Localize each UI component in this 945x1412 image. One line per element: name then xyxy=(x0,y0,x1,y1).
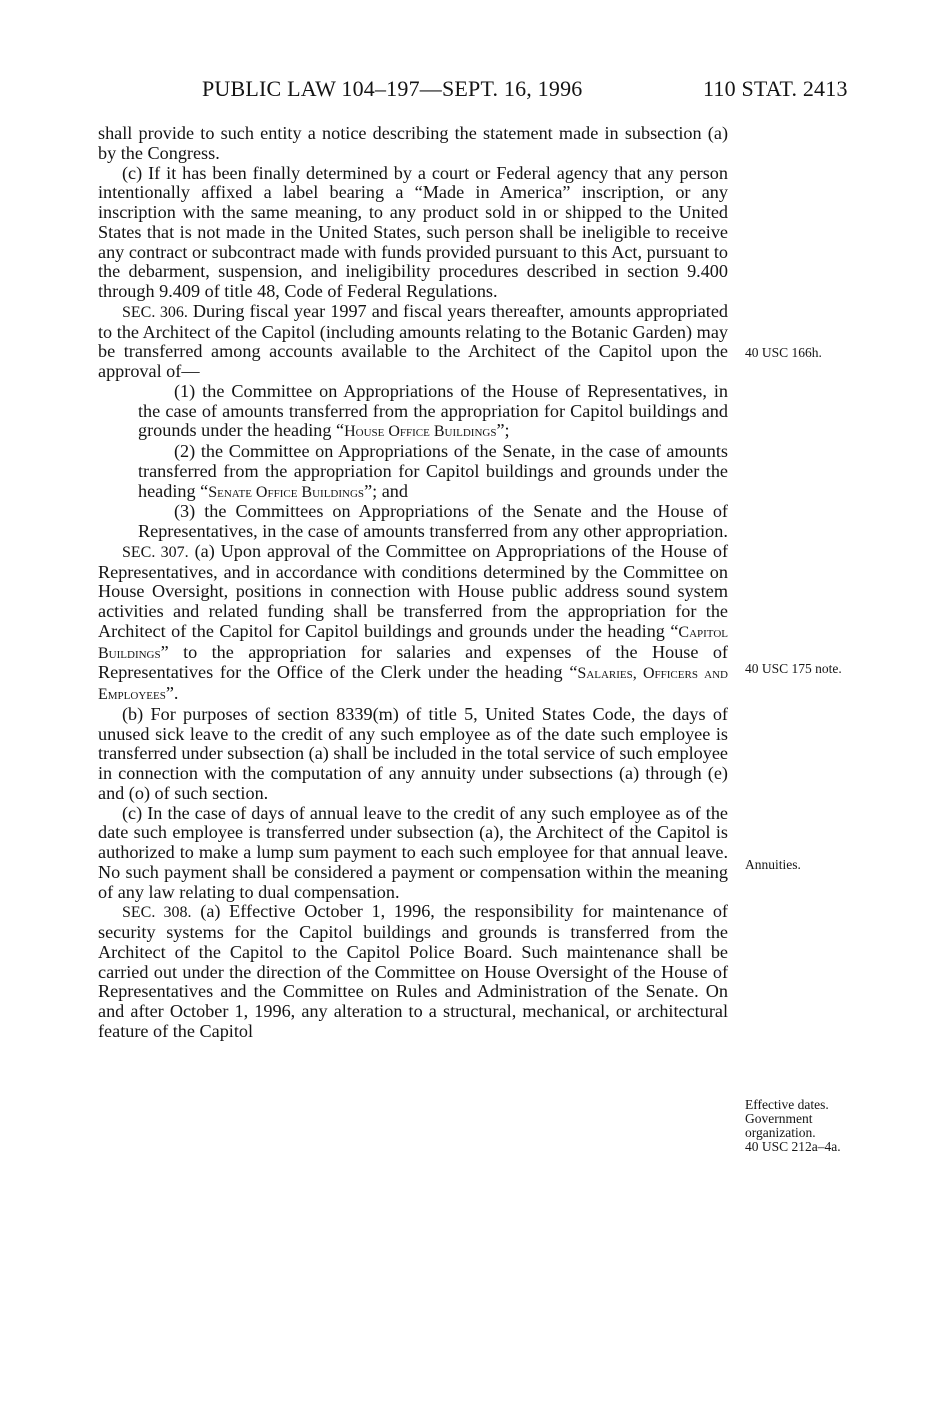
heading-reference: Senate Office Buildings xyxy=(208,483,365,501)
paragraph-continuation: shall provide to such entity a notice describing the statement made in subsection (a) by the Congress. xyxy=(98,123,728,163)
paragraph-sec307-b: (b) For purposes of section 8339(m) of title 5, United States Code, the days of unused sick leave to the credit of any such employee as of the date such employee is transferred under subsection (a) shall be included in the total service of such employee in connection with the computation of any annuity under subsections (a) through (e) and (o) of such section. xyxy=(98,703,728,803)
page-header xyxy=(0,76,945,106)
margin-note-annuities: Annuities. xyxy=(745,857,801,872)
paragraph-sec308-a: SEC. 308. (a) Effective October 1, 1996, the responsibility for maintenance of security systems for the Capitol buildings and grounds is transferred from the Architect of the Capitol to the Capitol Police Board. Such maintenance shall be carried out under the direction of the Committee on House Oversight of the House of Representatives and the Committee on Rules and Administration of the Senate. On and after October 1, 1996, any alteration to a structural, mechanical, or architectural feature of the Capitol xyxy=(98,901,728,1041)
section-label: SEC. 307. xyxy=(122,543,189,561)
heading-reference: Capitol Buildings xyxy=(98,623,728,662)
paragraph-sec307-a: SEC. 307. (a) Upon approval of the Committee on Appropriations of the House of Representatives, and in accordance with conditions determined by the Committee on House Oversight, positions in connection with House public address sound system activities and related funding shall be transferred from the appropriation for the Architect of the Capitol for Capitol buildings and grounds under the heading “Capitol Buildings” to the appropriation for salaries and expenses of the House of Representatives for the Office of the Clerk under the heading “Salaries, Officers and Employees”. xyxy=(98,540,729,703)
margin-note-sec308 xyxy=(745,1098,865,1154)
heading-reference: House Office Buildings xyxy=(344,423,497,441)
section-label: SEC. 306. xyxy=(122,303,188,321)
list-item-3: (3) the Committees on Appropriations of the Senate and the House of Representatives, in the case of amounts transferred from any other appropriation. xyxy=(138,501,728,541)
list-item-2: (2) the Committee on Appropriations of the Senate, in the case of amounts transferred from the appropriation for Capitol buildings and grounds under the heading “Senate Office Buildings”; and xyxy=(138,441,728,501)
heading-reference: Salaries, Officers and Employees xyxy=(98,665,728,703)
paragraph-sec305-c: (c) If it has been finally determined by a court or Federal agency that any person intentionally affixed a label bearing a “Made in America” inscription, or any inscription with the same meaning, to any product sold in or shipped to the United States that is not made in the United States, such person shall be ineligible to receive any contract or subcontract made with funds provided pursuant to this Act, pursuant to the debarment, suspension, and ineligibility procedures described in section 9.400 through 9.409 of title 48, Code of Federal Regulations. xyxy=(98,162,728,301)
margin-note-effective-dates: Effective dates. xyxy=(745,1097,829,1112)
margin-note-government-organization: Government organization. xyxy=(745,1111,816,1140)
running-title: PUBLIC LAW 104–197—SEPT. 16, 1996 xyxy=(202,76,583,101)
paragraph-sec306: SEC. 306. During fiscal year 1997 and fiscal years thereafter, amounts appropriated to the Architect of the Capitol (including amounts relating to the Botanic Garden) may be transferred among accounts available to the Architect of the Capitol upon the approval of— xyxy=(98,300,728,381)
paragraph-sec307-c: (c) In the case of days of annual leave to the credit of any such employee as of the date such employee is transferred under subsection (a), the Architect of the Capitol is authorized to make a lump sum payment to each such employee for that annual leave. No such payment shall be considered a payment or compensation within the meaning of any law relating to dual compensation. xyxy=(98,802,728,902)
section-label: SEC. 308. xyxy=(122,904,192,922)
statute-page-number: 110 STAT. 2413 xyxy=(703,76,848,101)
margin-note-usc-citation: 40 USC 212a–4a. xyxy=(745,1139,841,1154)
margin-note-sec307: 40 USC 175 note. xyxy=(745,661,842,676)
list-item-1: (1) the Committee on Appropriations of the House of Representatives, in the case of amounts transferred from the appropriation for Capitol buildings and grounds under the heading “House Office Buildings”; xyxy=(138,380,728,441)
document-body xyxy=(98,124,728,1042)
margin-note-sec306: 40 USC 166h. xyxy=(745,345,822,360)
